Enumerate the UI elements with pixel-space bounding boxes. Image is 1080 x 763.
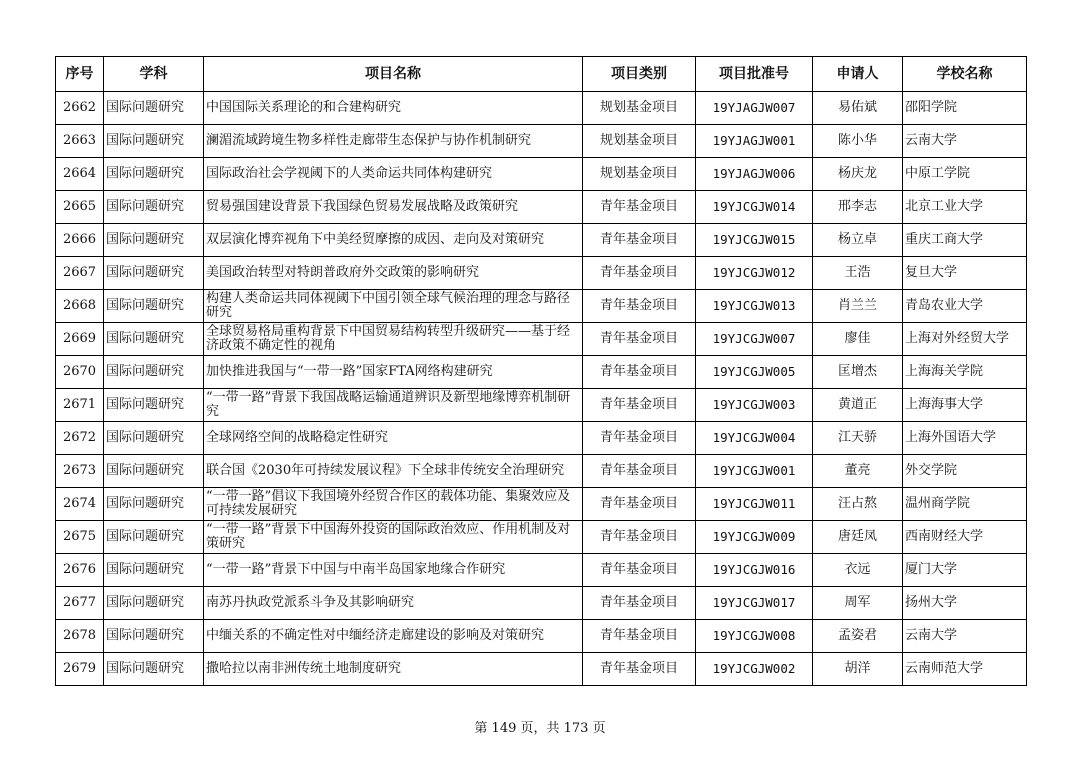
cell-no: 2676 bbox=[56, 554, 104, 587]
cell-subject: 国际问题研究 bbox=[104, 125, 204, 158]
document-page bbox=[55, 56, 1026, 686]
cell-no: 2670 bbox=[56, 356, 104, 389]
cell-subject: 国际问题研究 bbox=[104, 620, 204, 653]
cell-project-name: “一带一路”背景下我国战略运输通道辨识及新型地缘博弈机制研究 bbox=[204, 389, 583, 422]
cell-applicant: 汪占熬 bbox=[813, 488, 903, 521]
cell-applicant: 孟姿君 bbox=[813, 620, 903, 653]
cell-category: 青年基金项目 bbox=[583, 653, 696, 686]
cell-applicant: 易佑斌 bbox=[813, 92, 903, 125]
cell-project-name: “一带一路”背景下中国海外投资的国际政治效应、作用机制及对策研究 bbox=[204, 521, 583, 554]
cell-approval-no: 19YJCGJW008 bbox=[696, 620, 813, 653]
cell-applicant: 杨庆龙 bbox=[813, 158, 903, 191]
page-footer: 第 149 页，共 173 页 bbox=[474, 721, 606, 736]
cell-category: 青年基金项目 bbox=[583, 521, 696, 554]
cell-no: 2674 bbox=[56, 488, 104, 521]
cell-school: 扬州大学 bbox=[903, 587, 1027, 620]
cell-category: 规划基金项目 bbox=[583, 92, 696, 125]
cell-approval-no: 19YJCGJW015 bbox=[696, 224, 813, 257]
cell-subject: 国际问题研究 bbox=[104, 422, 204, 455]
cell-school: 温州商学院 bbox=[903, 488, 1027, 521]
cell-subject: 国际问题研究 bbox=[104, 389, 204, 422]
cell-subject: 国际问题研究 bbox=[104, 521, 204, 554]
cell-no: 2673 bbox=[56, 455, 104, 488]
cell-applicant: 杨立卓 bbox=[813, 224, 903, 257]
header-school: 学校名称 bbox=[903, 57, 1027, 92]
cell-applicant: 黄道正 bbox=[813, 389, 903, 422]
cell-category: 规划基金项目 bbox=[583, 158, 696, 191]
project-table bbox=[55, 56, 1027, 686]
cell-project-name: 国际政治社会学视阈下的人类命运共同体构建研究 bbox=[204, 158, 583, 191]
cell-subject: 国际问题研究 bbox=[104, 587, 204, 620]
table-row bbox=[56, 488, 1027, 521]
cell-no: 2671 bbox=[56, 389, 104, 422]
table-row bbox=[56, 389, 1027, 422]
cell-approval-no: 19YJCGJW017 bbox=[696, 587, 813, 620]
table-row bbox=[56, 92, 1027, 125]
cell-school: 云南师范大学 bbox=[903, 653, 1027, 686]
cell-school: 复旦大学 bbox=[903, 257, 1027, 290]
cell-approval-no: 19YJAGJW001 bbox=[696, 125, 813, 158]
cell-category: 青年基金项目 bbox=[583, 257, 696, 290]
cell-no: 2662 bbox=[56, 92, 104, 125]
cell-category: 青年基金项目 bbox=[583, 356, 696, 389]
cell-approval-no: 19YJCGJW014 bbox=[696, 191, 813, 224]
cell-school: 青岛农业大学 bbox=[903, 290, 1027, 323]
table-row bbox=[56, 191, 1027, 224]
cell-no: 2667 bbox=[56, 257, 104, 290]
cell-subject: 国际问题研究 bbox=[104, 290, 204, 323]
table-row bbox=[56, 125, 1027, 158]
table-row bbox=[56, 356, 1027, 389]
table-row bbox=[56, 587, 1027, 620]
table-row bbox=[56, 653, 1027, 686]
table-row bbox=[56, 554, 1027, 587]
table-header-row bbox=[56, 57, 1027, 92]
header-category: 项目类别 bbox=[583, 57, 696, 92]
cell-applicant: 江天骄 bbox=[813, 422, 903, 455]
cell-approval-no: 19YJCGJW011 bbox=[696, 488, 813, 521]
cell-applicant: 陈小华 bbox=[813, 125, 903, 158]
cell-no: 2679 bbox=[56, 653, 104, 686]
cell-subject: 国际问题研究 bbox=[104, 191, 204, 224]
cell-school: 厦门大学 bbox=[903, 554, 1027, 587]
cell-applicant: 胡洋 bbox=[813, 653, 903, 686]
cell-school: 西南财经大学 bbox=[903, 521, 1027, 554]
cell-no: 2663 bbox=[56, 125, 104, 158]
cell-project-name: 全球网络空间的战略稳定性研究 bbox=[204, 422, 583, 455]
cell-no: 2672 bbox=[56, 422, 104, 455]
table-row bbox=[56, 455, 1027, 488]
cell-school: 北京工业大学 bbox=[903, 191, 1027, 224]
cell-subject: 国际问题研究 bbox=[104, 158, 204, 191]
cell-subject: 国际问题研究 bbox=[104, 653, 204, 686]
cell-school: 上海海关学院 bbox=[903, 356, 1027, 389]
cell-approval-no: 19YJCGJW013 bbox=[696, 290, 813, 323]
cell-approval-no: 19YJCGJW016 bbox=[696, 554, 813, 587]
cell-approval-no: 19YJCGJW012 bbox=[696, 257, 813, 290]
cell-project-name: 加快推进我国与“一带一路”国家FTA网络构建研究 bbox=[204, 356, 583, 389]
cell-project-name: “一带一路”倡议下我国境外经贸合作区的载体功能、集聚效应及可持续发展研究 bbox=[204, 488, 583, 521]
cell-project-name: 贸易强国建设背景下我国绿色贸易发展战略及政策研究 bbox=[204, 191, 583, 224]
cell-approval-no: 19YJCGJW005 bbox=[696, 356, 813, 389]
cell-project-name: 构建人类命运共同体视阈下中国引领全球气候治理的理念与路径研究 bbox=[204, 290, 583, 323]
cell-applicant: 衣远 bbox=[813, 554, 903, 587]
cell-applicant: 匡增杰 bbox=[813, 356, 903, 389]
cell-project-name: 全球贸易格局重构背景下中国贸易结构转型升级研究——基于经济政策不确定性的视角 bbox=[204, 323, 583, 356]
cell-project-name: 联合国《2030年可持续发展议程》下全球非传统安全治理研究 bbox=[204, 455, 583, 488]
table-body bbox=[56, 92, 1027, 686]
table-row bbox=[56, 158, 1027, 191]
cell-subject: 国际问题研究 bbox=[104, 455, 204, 488]
cell-school: 外交学院 bbox=[903, 455, 1027, 488]
cell-school: 中原工学院 bbox=[903, 158, 1027, 191]
cell-category: 青年基金项目 bbox=[583, 191, 696, 224]
cell-no: 2666 bbox=[56, 224, 104, 257]
cell-approval-no: 19YJCGJW004 bbox=[696, 422, 813, 455]
cell-applicant: 邢李志 bbox=[813, 191, 903, 224]
cell-school: 邵阳学院 bbox=[903, 92, 1027, 125]
cell-approval-no: 19YJCGJW003 bbox=[696, 389, 813, 422]
cell-project-name: 澜湄流域跨境生物多样性走廊带生态保护与协作机制研究 bbox=[204, 125, 583, 158]
cell-school: 云南大学 bbox=[903, 125, 1027, 158]
cell-subject: 国际问题研究 bbox=[104, 554, 204, 587]
cell-project-name: 南苏丹执政党派系斗争及其影响研究 bbox=[204, 587, 583, 620]
cell-project-name: “一带一路”背景下中国与中南半岛国家地缘合作研究 bbox=[204, 554, 583, 587]
cell-school: 上海外国语大学 bbox=[903, 422, 1027, 455]
cell-applicant: 王浩 bbox=[813, 257, 903, 290]
cell-no: 2675 bbox=[56, 521, 104, 554]
cell-category: 青年基金项目 bbox=[583, 290, 696, 323]
cell-no: 2678 bbox=[56, 620, 104, 653]
cell-category: 青年基金项目 bbox=[583, 455, 696, 488]
cell-approval-no: 19YJCGJW007 bbox=[696, 323, 813, 356]
cell-no: 2669 bbox=[56, 323, 104, 356]
cell-approval-no: 19YJCGJW009 bbox=[696, 521, 813, 554]
table-row bbox=[56, 224, 1027, 257]
cell-applicant: 董亮 bbox=[813, 455, 903, 488]
cell-category: 青年基金项目 bbox=[583, 224, 696, 257]
cell-project-name: 美国政治转型对特朗普政府外交政策的影响研究 bbox=[204, 257, 583, 290]
cell-no: 2665 bbox=[56, 191, 104, 224]
cell-subject: 国际问题研究 bbox=[104, 488, 204, 521]
table-row bbox=[56, 323, 1027, 356]
cell-school: 上海海事大学 bbox=[903, 389, 1027, 422]
cell-category: 青年基金项目 bbox=[583, 587, 696, 620]
cell-applicant: 唐廷凤 bbox=[813, 521, 903, 554]
cell-school: 云南大学 bbox=[903, 620, 1027, 653]
cell-project-name: 双层演化博弈视角下中美经贸摩擦的成因、走向及对策研究 bbox=[204, 224, 583, 257]
cell-project-name: 撒哈拉以南非洲传统土地制度研究 bbox=[204, 653, 583, 686]
table-row bbox=[56, 422, 1027, 455]
table-row bbox=[56, 257, 1027, 290]
cell-category: 规划基金项目 bbox=[583, 125, 696, 158]
table-row bbox=[56, 521, 1027, 554]
cell-approval-no: 19YJAGJW007 bbox=[696, 92, 813, 125]
cell-subject: 国际问题研究 bbox=[104, 323, 204, 356]
header-approval-no: 项目批准号 bbox=[696, 57, 813, 92]
cell-subject: 国际问题研究 bbox=[104, 257, 204, 290]
cell-category: 青年基金项目 bbox=[583, 488, 696, 521]
cell-applicant: 肖兰兰 bbox=[813, 290, 903, 323]
cell-category: 青年基金项目 bbox=[583, 422, 696, 455]
cell-category: 青年基金项目 bbox=[583, 389, 696, 422]
cell-no: 2677 bbox=[56, 587, 104, 620]
header-no: 序号 bbox=[56, 57, 104, 92]
cell-category: 青年基金项目 bbox=[583, 323, 696, 356]
cell-applicant: 周军 bbox=[813, 587, 903, 620]
table-row bbox=[56, 290, 1027, 323]
cell-subject: 国际问题研究 bbox=[104, 224, 204, 257]
header-project-name: 项目名称 bbox=[204, 57, 583, 92]
cell-no: 2668 bbox=[56, 290, 104, 323]
cell-approval-no: 19YJCGJW001 bbox=[696, 455, 813, 488]
cell-subject: 国际问题研究 bbox=[104, 92, 204, 125]
cell-subject: 国际问题研究 bbox=[104, 356, 204, 389]
cell-school: 重庆工商大学 bbox=[903, 224, 1027, 257]
cell-approval-no: 19YJCGJW002 bbox=[696, 653, 813, 686]
cell-project-name: 中国国际关系理论的和合建构研究 bbox=[204, 92, 583, 125]
cell-project-name: 中缅关系的不确定性对中缅经济走廊建设的影响及对策研究 bbox=[204, 620, 583, 653]
cell-category: 青年基金项目 bbox=[583, 554, 696, 587]
header-applicant: 申请人 bbox=[813, 57, 903, 92]
header-subject: 学科 bbox=[104, 57, 204, 92]
table-row bbox=[56, 620, 1027, 653]
cell-approval-no: 19YJAGJW006 bbox=[696, 158, 813, 191]
cell-school: 上海对外经贸大学 bbox=[903, 323, 1027, 356]
cell-category: 青年基金项目 bbox=[583, 620, 696, 653]
cell-applicant: 廖佳 bbox=[813, 323, 903, 356]
cell-no: 2664 bbox=[56, 158, 104, 191]
